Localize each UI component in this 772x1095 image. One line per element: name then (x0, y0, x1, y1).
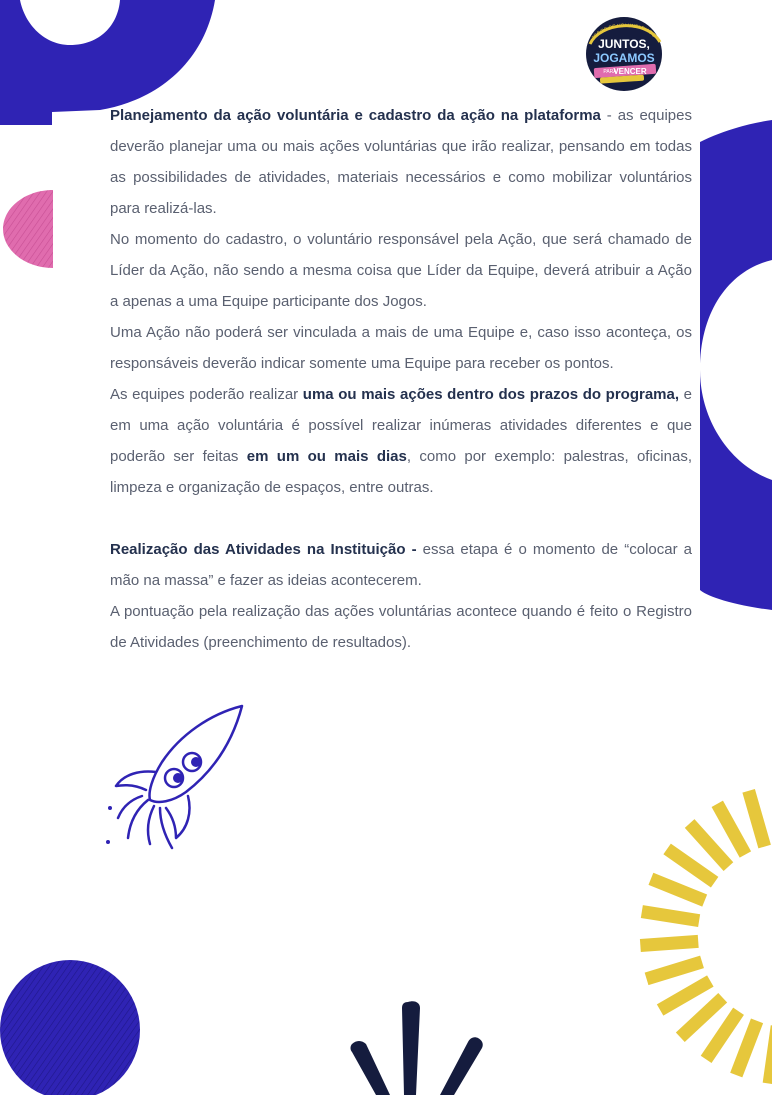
yellow-sunburst-decoration (630, 770, 772, 1095)
text-actions-e: , como por exemplo: palestras, oficinas, limpeza e organização de espaços, entre outras. (110, 448, 692, 496)
logo-line2: JOGAMOS (593, 51, 655, 65)
text-actions-c: e em uma ação voluntária é possível realizar inúmeras atividades diferentes e que poderão ser feitas (110, 386, 692, 465)
text-actions-a: As equipes poderão realizar (110, 386, 303, 403)
sunburst-ray (706, 1011, 738, 1059)
text-actions-d: em um ou mais dias (246, 448, 407, 465)
blue-half-ring-right-decoration (700, 120, 772, 610)
logo-badge-icon (580, 14, 672, 94)
sunburst-ray (660, 981, 710, 1010)
paragraph-single-team: Uma Ação não poderá ser vinculada a mais de uma Equipe e, caso isso aconteça, os responsáveis deverão indicar somente uma Equipe para receber os pontos. (110, 324, 692, 372)
paragraph-planning (110, 100, 692, 224)
paragraph-gap (110, 503, 692, 534)
paragraph-execution (110, 534, 692, 596)
sunburst-ray (667, 849, 715, 882)
sunburst-ray (642, 912, 699, 921)
logo-line3-small: PARA (603, 69, 617, 75)
event-logo (580, 14, 672, 94)
text-execution: essa etapa é o momento de “colocar a mão na massa” e fazer as ideias acontecerem. (110, 541, 692, 589)
blue-hatched-circle-decoration (0, 958, 145, 1095)
heading-planning: Planejamento da ação voluntária e cadastro da ação na plataforma (110, 107, 601, 124)
sunburst-ray (717, 804, 745, 855)
paragraph-registration: No momento do cadastro, o voluntário responsável pela Ação, que será chamado de Líder da Ação, não sendo a mesma coisa que Líder da Equipe, deverá atribuir a Ação a apenas a uma Equipe participante dos Jogos. (110, 231, 692, 310)
heading-execution: Realização das Atividades na Instituição - (110, 541, 423, 558)
sunburst-ray (749, 791, 765, 847)
sunburst-ray (690, 824, 729, 867)
navy-strokes-decoration (350, 1000, 485, 1095)
logo-top-text: JOGOS DE VOLUNTARIADO (590, 22, 657, 42)
paragraph-scoring: A pontuação pela realização das ações voluntárias acontece quando é feito o Registro de Atividades (preenchimento de resultados). (110, 603, 692, 651)
sunburst-ray (651, 879, 705, 901)
sunburst-ray (680, 998, 722, 1038)
pink-half-circle-decoration (0, 188, 56, 270)
logo-line3: VENCER (613, 67, 647, 76)
sunburst-ray (640, 941, 698, 945)
text-actions-b: uma ou mais ações dentro dos prazos do programa, (302, 386, 680, 403)
sunburst-ray (647, 962, 702, 979)
text-planning: - as equipes deverão planejar uma ou mais ações voluntárias que irão realizar, pensando em todas as possibilidades de atividades, materiais necessários e como mobilizar voluntários para realizá-las. (110, 107, 692, 217)
rocket-icon (100, 700, 250, 860)
sunburst-ray (736, 1021, 757, 1075)
document-body (110, 100, 692, 658)
logo-line1: JUNTOS, (598, 37, 650, 51)
paragraph-actions (110, 379, 692, 503)
